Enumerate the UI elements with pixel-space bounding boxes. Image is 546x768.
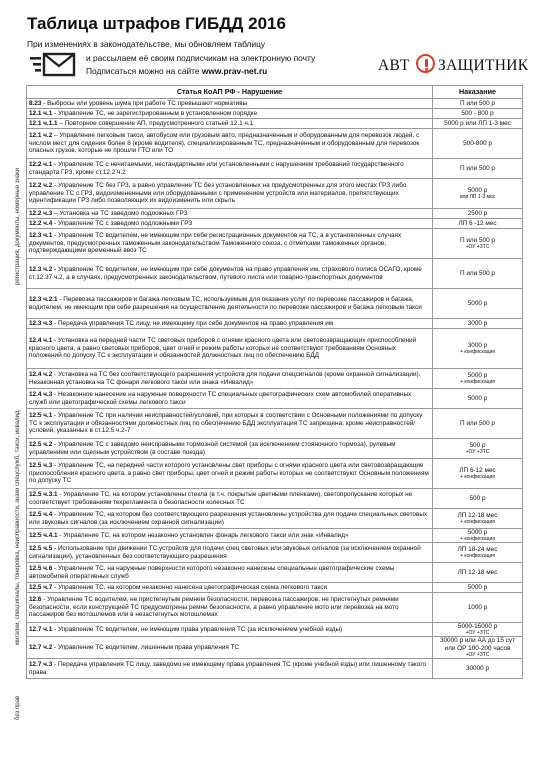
table-row: [27, 319, 523, 329]
penalty-cell: [433, 209, 523, 219]
table-row: [27, 659, 523, 679]
article-code: 12.3 ч.1: [29, 232, 53, 240]
article-cell: [27, 659, 433, 679]
article-text: - Управление ТС с заведомо неисправными тормозной системой (за исключением стояночного тормоза), рулевым управлением или сцепным устройством (в составе поезда): [29, 440, 396, 456]
penalty-note: + конфискация: [460, 473, 495, 480]
article-text: - Незаконное нанесение на наружные поверхности ТС специальных цветографических схем автомобилей оперативных служб или цветографической схемы легкового такси: [29, 390, 412, 406]
table-row: [27, 229, 523, 259]
article-code: 12.6: [29, 596, 42, 604]
article-text: - Управление ТС с заведомо подложными ГРЗ: [52, 219, 193, 227]
article-text: - Управление ТС без ГРЗ, а равно управление ТС без установленных на предусмотренных для этого местах ГРЗ либо управление ТС с ГРЗ, видоизмененными или оборудованными с применением устройств или материалов, препятствующих идентификации ГРЗ либо позволяющих их видоизменить или скрыть: [29, 182, 407, 205]
penalty-value: ЛП 18-24 мес: [457, 546, 498, 554]
article-cell: [27, 119, 433, 129]
article-code: 12.5 ч.1: [29, 412, 53, 420]
penalty-value: 5000 р: [467, 371, 488, 379]
table-header-row: [27, 86, 523, 99]
article-cell: [27, 329, 433, 369]
table-row: [27, 637, 523, 659]
penalty-value: 5000 р: [467, 529, 488, 536]
subtitle-line-3: [86, 66, 267, 76]
penalty-value: ЛП 6 -12 мес: [458, 219, 497, 227]
penalty-note: + конфискация: [460, 378, 495, 385]
article-cell: [27, 459, 433, 489]
subtitle-line-2: и рассылаем её своим подписчикам на электронную почту: [86, 53, 316, 63]
article-cell: [27, 209, 433, 219]
penalty-cell: [433, 623, 523, 637]
penalty-cell: [433, 119, 523, 129]
article-code: 12.2 ч.4: [29, 219, 53, 227]
penalty-value: 5000 р или ЛП 1-3 мес: [444, 119, 511, 127]
article-text: - Управление ТС водителем, не пристегнутым ремнем безопасности, перевозка пассажиров, не пристегнутых ремнями безопасности, если конструкцией ТС предусмотрены ремни безопасности, а равно управление мото или перевозка на мото пассажиров без мотошлемов или в незастегнутых мотошлемах: [29, 596, 399, 619]
penalty-note: +ОУ +ЗТС: [465, 629, 490, 636]
article-text: - Управление ТС, на котором без соответствующего разрешения установлены устройства для подачи специальных световых или звуковых сигналов (за исключением охранной сигнализации): [29, 510, 428, 526]
article-cell: [27, 489, 433, 509]
table-row: [27, 543, 523, 563]
envelope-icon: [30, 52, 76, 80]
article-text: - Перевозка пассажиров и багажа легковым ТС, используемым для оказания услуг по перевозке пассажиров и багажа, водителем, не имеющим при себе разрешения на осуществление деятельности по перевозке пассажиров и багажа легковым такси: [29, 295, 422, 311]
article-code: 12.4 ч.3: [29, 390, 53, 398]
category-special: мигалки, спецсигналы, тонировка, неисправности, знаки спецслужб, такси, инвалид: [15, 410, 21, 645]
article-cell: [27, 109, 433, 119]
article-text: - Управление ТС водителем, не имеющим права управления ТС (за исключением учебной езды): [52, 625, 343, 633]
article-cell: [27, 409, 433, 439]
penalty-cell: [433, 439, 523, 459]
article-code: 12.1 ч.1.1: [29, 119, 58, 127]
penalty-cell: [433, 529, 523, 543]
penalty-value: 5000 р: [467, 299, 488, 307]
article-code: 12.2 ч.2: [29, 182, 53, 190]
table-row: [27, 109, 523, 119]
penalty-cell: [433, 509, 523, 529]
article-text: - Управление ТС, не зарегистрированным в установленном порядке: [52, 109, 258, 117]
penalty-cell: [433, 259, 523, 289]
article-cell: [27, 563, 433, 583]
table-row: [27, 409, 523, 439]
penalty-value: П или 500 р: [459, 269, 495, 277]
penalty-cell: [433, 99, 523, 109]
penalty-cell: [433, 543, 523, 563]
article-code: 12.3 ч.2.1: [29, 295, 58, 303]
logo-text-left: АВТ: [378, 57, 410, 74]
penalty-value: 5000 р: [467, 186, 488, 194]
penalty-cell: [433, 583, 523, 593]
article-text: - Управление ТС водителем, лишенным права управления ТС: [52, 643, 240, 651]
penalty-value: ЛП 12-18 мес: [457, 511, 498, 519]
table-row: [27, 99, 523, 109]
article-cell: [27, 179, 433, 209]
penalty-value: П или 500 р: [459, 99, 495, 107]
article-code: 12.5 ч.4: [29, 510, 53, 518]
penalty-value: 3000 р: [467, 319, 488, 327]
article-code: 12.1 ч.1: [29, 109, 53, 117]
penalty-cell: [433, 329, 523, 369]
article-code: 12.5 ч.7: [29, 583, 53, 591]
article-text: - Передача управления ТС лицу, заведомо не имеющему права управления ТС (кроме учебной езды) или лишенному такого права: [29, 661, 427, 676]
table-row: [27, 159, 523, 179]
penalty-cell: [433, 593, 523, 623]
article-cell: [27, 159, 433, 179]
article-code: 12.1 ч.2: [29, 132, 53, 140]
penalty-cell: [433, 409, 523, 439]
column-header-penalty: Наказание: [433, 86, 523, 99]
penalty-value: 3000 р: [467, 341, 488, 349]
table-row: [27, 459, 523, 489]
article-text: – Управление легковым такси, автобусом или грузовым авто, предназначенным и оборудованным для перевозок людей, с числом мест для сидения более 8 (кроме водителя), специализированным ТС, предназначенным и оборудованным для перевозок опасных грузов, которые не прошли ГТО или ТО: [29, 132, 420, 155]
article-code: 12.5 ч.6: [29, 565, 53, 573]
category-registration: регистрация, документы, номерные знаки: [15, 167, 21, 285]
article-cell: [27, 529, 433, 543]
article-cell: [27, 229, 433, 259]
penalty-note: или ЛП 1-3 мес: [459, 193, 496, 200]
article-text: - Передача управления ТС лицу, не имеющему при себе документов на право управления им: [52, 319, 334, 327]
article-code: 12.4 ч.2: [29, 370, 53, 378]
penalty-cell: [433, 179, 523, 209]
penalty-cell: [433, 289, 523, 319]
table-row: [27, 563, 523, 583]
logo: [378, 54, 529, 80]
table-row: [27, 439, 523, 459]
penalty-value: 500 - 800 р: [461, 109, 494, 117]
article-cell: [27, 623, 433, 637]
table-row: [27, 329, 523, 369]
table-row: [27, 529, 523, 543]
penalty-value: 2500 р: [467, 209, 488, 217]
penalty-cell: [433, 389, 523, 409]
penalty-value: 1000 р: [467, 603, 488, 611]
penalty-note: + конфискация: [460, 518, 495, 525]
article-text: – Установка на ТС заведомо подложных ГРЗ: [52, 209, 188, 217]
penalty-cell: [433, 159, 523, 179]
penalty-cell: [433, 109, 523, 119]
penalty-cell: [433, 129, 523, 159]
article-cell: [27, 99, 433, 109]
penalty-cell: [433, 489, 523, 509]
penalty-value: 500-800 р: [463, 139, 492, 147]
article-text: - Использование при движении ТС устройств для подачи спец световых или звуковых сигналов (за исключением охранной сигнализации), установленных без соответствующего разрешения: [29, 545, 421, 560]
article-cell: [27, 389, 433, 409]
article-code: 12.4 ч.1: [29, 337, 53, 345]
column-header-article: Статья КоАП РФ - Нарушение: [27, 86, 433, 99]
penalty-cell: [433, 637, 523, 659]
penalty-value: 5000-15000 р: [457, 623, 498, 631]
article-cell: [27, 289, 433, 319]
article-text: - Установка на передней части ТС световых приборов с огнями красного цвета или световозвращающих приспособлений красного цвета, а равно световых приборов, цвет огней и режим работы которых не соответствуют требованиям Основных положений по допуску ТС к эксплуатации и обязанностей должностных лиц по обеспечению БДД: [29, 337, 417, 360]
article-text: - Управление ТС, на котором незаконно нанесена цветографическая схема легкового такси: [52, 583, 328, 591]
table-row: [27, 389, 523, 409]
article-text: - Управление ТС с нечитаемыми, нестандартными или установленными с нарушением требований государственного стандарта ГРЗ, кроме ст.12.2 ч.2: [29, 160, 404, 176]
article-cell: [27, 129, 433, 159]
article-text: - Управление ТС водителем, не имеющим при себе регистрационных документов на ТС, а в установленных случаях документов, предусмотренных таможенным законодательством Таможенного союза, с отметками таможенных органов, подтверждающими временный ввоз ТС: [29, 232, 402, 255]
article-text: – Повторное совершение АП, предусмотренного статьей 12.1 ч.1: [57, 119, 254, 127]
article-code: 12.5 ч.3: [29, 462, 53, 470]
table-row: [27, 623, 523, 637]
penalty-note: +ОУ +ЗТС: [465, 448, 490, 455]
article-text: - Управление ТС, на котором установлены стекла (в т.ч. покрытые цветными пленками), светопропускание которых не соответствует требованиям техрегламента о безопасности колесных ТС: [29, 490, 413, 506]
article-code: 12.5 ч.3.1: [29, 490, 58, 498]
logo-text-right: ЗАЩИТНИК: [438, 57, 529, 74]
article-code: 12.7 ч.3: [29, 661, 53, 669]
table-row: [27, 129, 523, 159]
article-code: 12.5 ч.5: [29, 545, 53, 553]
article-text: - Управление ТС, на передней части которого установлены свет приборы с огнями красного цвета или световозвращающие приспособления красного цвета, а равно свет приборы, цвет огней и режим работы которых не соответствуют Основным положениям по допуску ТС: [29, 462, 429, 485]
article-cell: [27, 583, 433, 593]
penalty-note: + конфискация: [460, 348, 495, 355]
table-row: [27, 219, 523, 229]
penalty-note: + конфискация: [460, 535, 495, 542]
penalty-value: ЛП 6-12 мес: [459, 466, 496, 474]
penalty-value: 30000 р: [465, 664, 490, 672]
penalty-value: 5000 р: [467, 583, 488, 591]
article-text: - Управление ТС, на котором незаконно установлен фонарь легкового такси или знак «Инвалид»: [57, 531, 349, 539]
table-row: [27, 209, 523, 219]
article-text: - Управление ТС при наличии неисправностей/условий, при которых в соответствии с Основными положениями по допуску ТС к эксплуатации и обязанностями должностных лиц по обеспечению БДД эксплуатация ТС запрещена, кроме неисправностей/условий, указанных в ст.12.5 ч.2-7: [29, 412, 423, 435]
table-row: [27, 593, 523, 623]
penalty-cell: [433, 369, 523, 389]
table-row: [27, 509, 523, 529]
table-row: [27, 259, 523, 289]
article-text: - Выбросы или уровень шума при работе ТС превышают нормативы: [41, 99, 248, 107]
article-text: - Управление ТС водителем, не имеющим при себе документов на право управления им, страхового полиса ОСАГО, кроме ст.12.37 ч.2, а в случаях, предусмотренных законодательством, путевого листа или товарно-транспортных документов: [29, 265, 422, 281]
penalty-value: 30000 р или АА до 15 сут или ОР 100-200 часов: [439, 637, 516, 652]
article-code: 12.7 ч.2: [29, 643, 53, 651]
subscribe-text: Подписаться можно на сайте: [86, 66, 202, 76]
article-code: 12.5 ч.2: [29, 440, 53, 448]
article-text: - Установка на ТС без соответствующего разрешения устройств для подачи спецсигналов (кроме охранной сигнализации). Незаконная установка на ТС фонаря легкового такси или знака «Инвалид»: [29, 370, 421, 386]
penalty-value: П или 500 р: [459, 419, 495, 427]
penalty-note: +ОУ +ЗТС: [465, 651, 490, 658]
article-code: 12.3 ч.3: [29, 319, 53, 327]
page-title: Таблица штрафов ГИБДД 2016: [27, 14, 286, 33]
penalty-cell: [433, 563, 523, 583]
penalty-value: 500 р: [469, 494, 486, 502]
article-cell: [27, 543, 433, 563]
table-row: [27, 369, 523, 389]
penalty-note: + конфискация: [460, 552, 495, 559]
penalty-note: +ОУ +ЗТС: [465, 243, 490, 250]
table-row: [27, 289, 523, 319]
article-cell: [27, 219, 433, 229]
article-cell: [27, 369, 433, 389]
penalty-value: ЛП 12-18 мес: [457, 568, 498, 576]
subtitle-line-1: При изменениях в законодательстве, мы обновляем таблицу: [27, 39, 266, 49]
category-no-license: без прав: [15, 695, 21, 720]
penalty-value: П или 500 р: [459, 164, 495, 172]
table-row: [27, 119, 523, 129]
article-code: 8.23: [29, 99, 42, 107]
article-code: 12.5 ч.4.1: [29, 531, 58, 539]
article-cell: [27, 439, 433, 459]
table-row: [27, 583, 523, 593]
penalty-cell: [433, 319, 523, 329]
penalty-cell: [433, 459, 523, 489]
penalty-value: 5000 р: [467, 394, 488, 402]
fines-table: [26, 85, 523, 679]
penalty-cell: [433, 229, 523, 259]
penalty-cell: [433, 659, 523, 679]
article-cell: [27, 509, 433, 529]
article-cell: [27, 593, 433, 623]
table-row: [27, 179, 523, 209]
penalty-value: 500 р: [469, 441, 486, 449]
article-code: 12.3 ч.2: [29, 265, 53, 273]
penalty-cell: [433, 219, 523, 229]
article-code: 12.2 ч.1: [29, 160, 53, 168]
penalty-value: П или 500 р: [459, 236, 495, 244]
article-cell: [27, 259, 433, 289]
article-text: - Управление ТС, на наружные поверхности которого незаконно нанесены специальные цветографические схемы автомобилей оперативных служб: [29, 565, 395, 580]
article-cell: [27, 319, 433, 329]
article-code: 12.2 ч.3: [29, 209, 53, 217]
table-row: [27, 489, 523, 509]
exclamation-circle-icon: [416, 54, 435, 73]
site-link[interactable]: www.prav-net.ru: [201, 66, 268, 76]
article-cell: [27, 637, 433, 659]
article-code: 12.7 ч.1: [29, 625, 53, 633]
